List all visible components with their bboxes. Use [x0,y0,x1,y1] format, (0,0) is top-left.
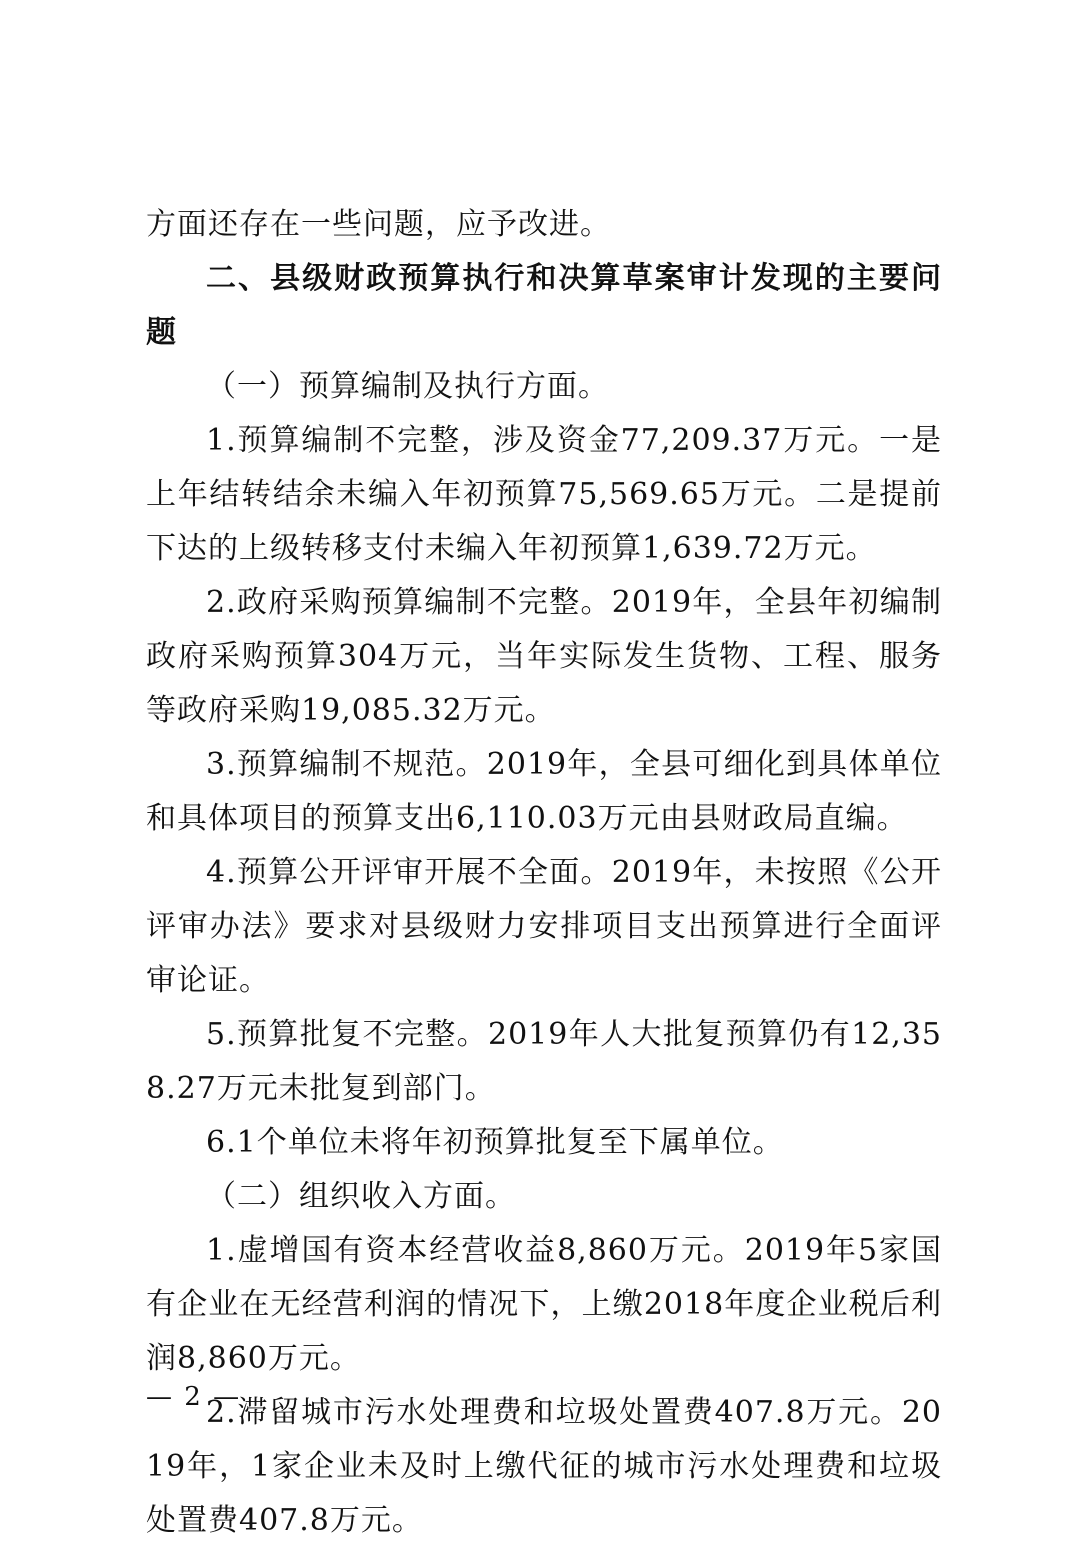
paragraph-item-1: 1.预算编制不完整，涉及资金77,209.37万元。一是上年结转结余未编入年初预算75,569.65万元。二是提前下达的上级转移支付未编入年初预算1,639.72万元。 [146,423,942,566]
paragraph-item-4: 4.预算公开评审开展不全面。2019年，未按照《公开评审办法》要求对县级财力安排项目支出预算进行全面评审论证。 [146,855,942,998]
paragraph-revenue-1: 1.虚增国有资本经营收益8,860万元。2019年5家国有企业在无经营利润的情况下，上缴2018年度企业税后利润8,860万元。 [146,1233,942,1376]
section-heading: 二、县级财政预算执行和决算草案审计发现的主要问题 [146,261,942,350]
body-text [146,198,942,1548]
paragraph-item-2: 2.政府采购预算编制不完整。2019年，全县年初编制政府采购预算304万元，当年实际发生货物、工程、服务等政府采购19,085.32万元。 [146,585,942,728]
subsection-heading-1: （一）预算编制及执行方面。 [206,369,609,404]
paragraph-item-6: 6.1个单位未将年初预算批复至下属单位。 [206,1125,784,1160]
subsection-heading-2: （二）组织收入方面。 [206,1179,516,1214]
continuation-paragraph: 方面还存在一些问题，应予改进。 [146,207,611,242]
paragraph-item-3: 3.预算编制不规范。2019年，全县可细化到具体单位和具体项目的预算支出6,110.03万元由县财政局直编。 [146,747,942,836]
page-number: — 2 — [146,1382,242,1412]
paragraph-item-5: 5.预算批复不完整。2019年人大批复预算仍有12,358.27万元未批复到部门。 [146,1017,942,1106]
paragraph-revenue-2: 2.滞留城市污水处理费和垃圾处置费407.8万元。2019年，1家企业未及时上缴代征的城市污水处理费和垃圾处置费407.8万元。 [146,1395,942,1538]
